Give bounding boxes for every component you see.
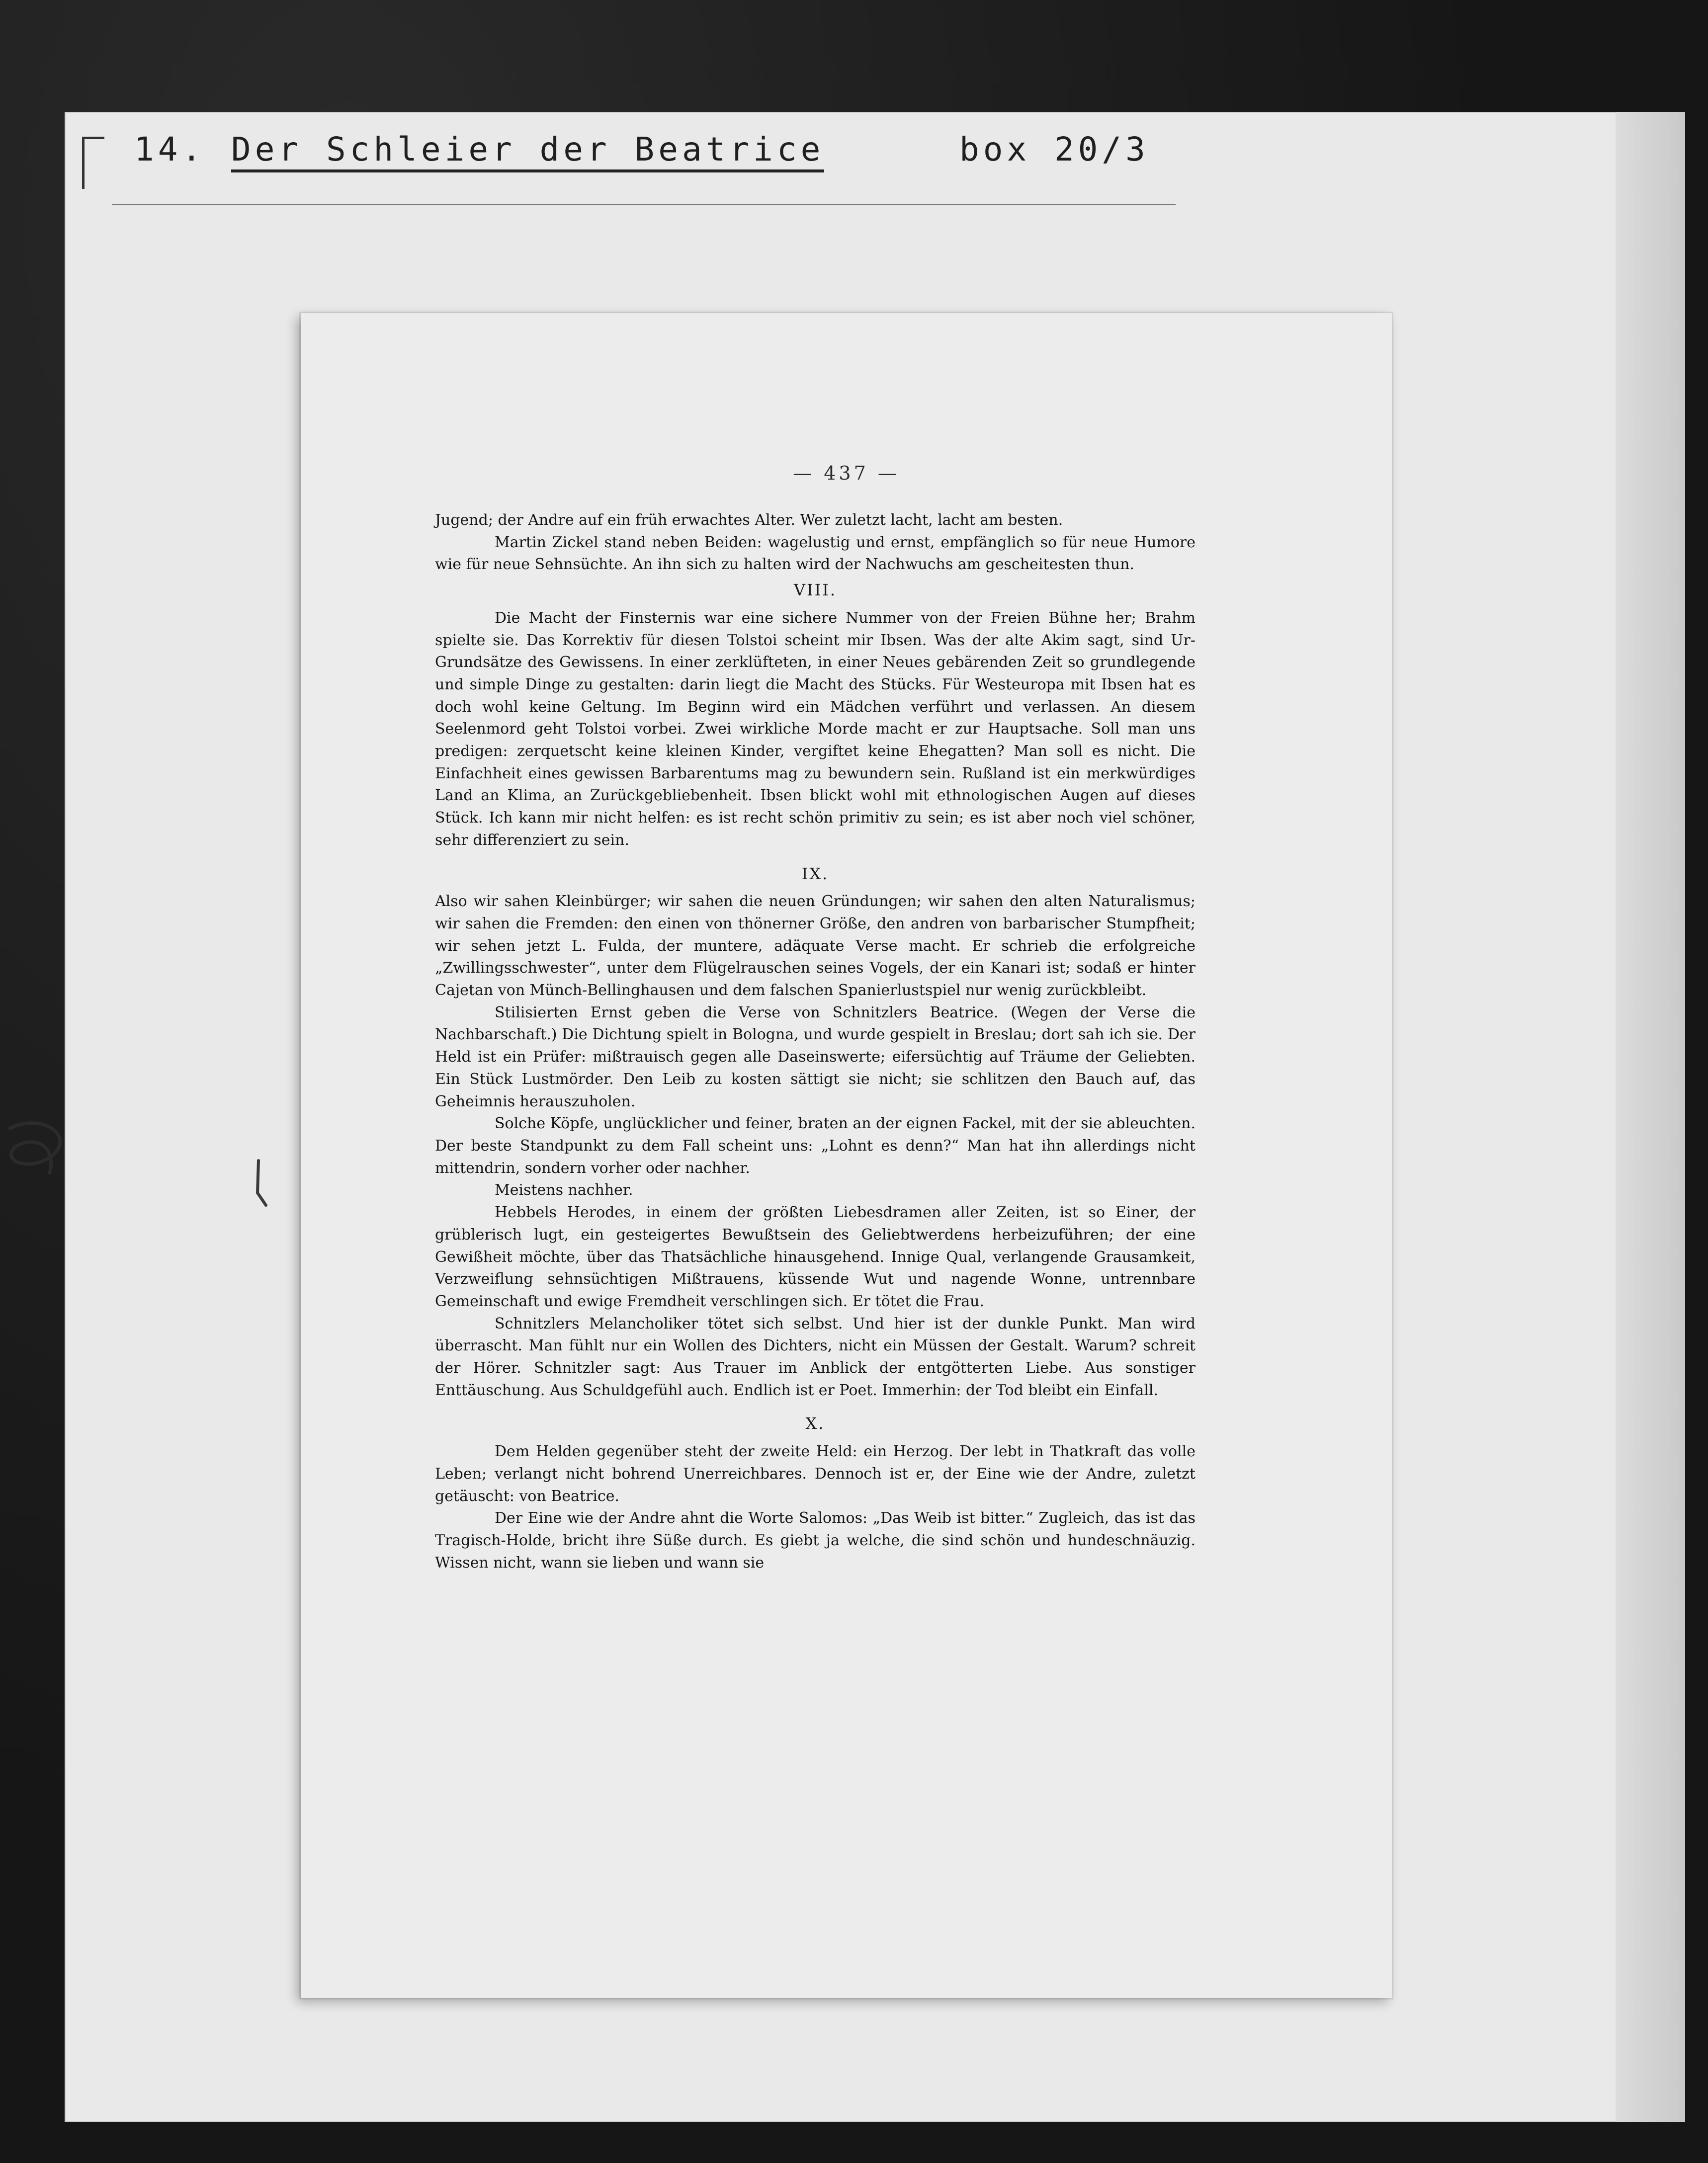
card-number: 14. <box>134 130 206 168</box>
margin-pencil-mark <box>0 1113 80 1183</box>
card-title: Der Schleier der Beatrice <box>231 130 824 172</box>
section-heading: X. <box>805 1414 825 1433</box>
article-body <box>435 509 1196 1574</box>
article-paragraph: Stilisierten Ernst geben die Verse von Schnitzlers Beatrice. (Wegen der Verse die Nachbarschaft.) Die Dichtung spielt in Bologna, und wurde gespielt in Breslau; dort sah ich sie. Der Held ist ein Prüfer: mißtrauisch gegen alle Daseinswerte; eifersüchtig auf Träume der Geliebten. Ein Stück Lustmörder. Den Leib zu kosten sättigt sie nicht; sie schlitzen den Bauch auf, das Geheimnis herauszuholen. <box>435 1003 1196 1110</box>
article-paragraph: Die Macht der Finsternis war eine sichere Nummer von der Freien Bühne her; Brahm spielte sie. Das Korrektiv für diesen Tolstoi scheint mir Ibsen. Was der alte Akim sagt, sind Ur-Grundsätze des Gewissens. In einer zerklüfteten, in einer Neues gebärenden Zeit so grundlegende und simple Dinge zu gestalten: darin liegt die Macht des Stücks. Für Westeuropa mit Ibsen hat es doch wohl keine Geltung. Im Beginn wird ein Mädchen verführt und verlassen. An diesem Seelenmord geht Tolstoi vorbei. Zwei wirkliche Morde macht er zur Hauptsache. Soll man uns predigen: zerquetscht keine kleinen Kinder, vergiftet keine Ehegatten? Man soll es nicht. Die Einfachheit eines gewissen Barbarentums mag zu bewundern sein. Rußland ist ein merkwürdiges Land an Klima, an Zurückgebliebenheit. Ibsen blickt wohl mit ethnologischen Augen auf dieses Stück. Ich kann mir nicht helfen: es ist recht schön primitiv zu sein; es ist aber noch viel schöner, sehr differenziert zu sein. <box>435 609 1196 849</box>
article-paragraph: Meistens nachher. <box>495 1181 633 1199</box>
box-label: box 20/3 <box>959 130 1149 168</box>
article-paragraph: Jugend; der Andre auf ein früh erwachtes Alter. Wer zuletzt lacht, lacht am besten. <box>435 511 1063 529</box>
article-paragraph: Dem Helden gegenüber steht der zweite Held: ein Herzog. Der lebt in Thatkraft das volle Leben; verlangt nicht bohrend Unerreichbares. Dennoch ist er, der Eine wie der Andre, zuletzt getäuscht: von Beatrice. <box>435 1443 1196 1505</box>
card-header <box>134 130 1178 185</box>
margin-tick-mark <box>244 1158 273 1213</box>
article-paragraph: Martin Zickel stand neben Beiden: wagelustig und ernst, empfänglich so für neue Humore wie für neue Sehnsüchte. An ihn sich zu halten wird der Nachwuchs am gescheitesten thun. <box>435 533 1196 574</box>
article-paragraph: Hebbels Herodes, in einem der größten Liebesdramen aller Zeiten, ist so Einer, der grüblerisch lugt, ein gesteigertes Bewußtsein des Geliebtwerdens herbeizuführen; der eine Gewißheit möchte, über das Thatsächliche hinausgehend. Innige Qual, verlangende Grausamkeit, Verzweiflung sehnsüchtigen Mißtrauens, küssende Wut und nagende Wonne, untrennbare Gemeinschaft und ewige Fremdheit verschlingen sich. Er tötet die Frau. <box>435 1204 1196 1310</box>
article-paragraph: Der Eine wie der Andre ahnt die Worte Salomos: „Das Weib ist bitter.“ Zugleich, das ist das Tragisch-Holde, bricht ihre Süße durch. Es giebt ja welche, die sind schön und hundeschnäuzig. Wissen nicht, wann sie lieben und wann sie <box>435 1509 1196 1572</box>
corner-bracket-mark <box>82 137 104 189</box>
page-number: — 437 — <box>793 462 900 484</box>
article-paragraph: Schnitzlers Melancholiker tötet sich selbst. Und hier ist der dunkle Punkt. Man wird überrascht. Man fühlt nur ein Wollen des Dichters, nicht ein Müssen der Gestalt. Warum? schreit der Hörer. Schnitzler sagt: Aus Trauer im Anblick der entgötterten Liebe. Aus sonstiger Enttäuschung. Aus Schuldgefühl auch. Endlich ist er Poet. Immerhin: der Tod bleibt ein Einfall. <box>435 1315 1196 1399</box>
newspaper-clipping <box>301 313 1392 1998</box>
article-paragraph: Solche Köpfe, unglücklicher und feiner, braten an der eignen Fackel, mit der sie ableuchten. Der beste Standpunkt zu dem Fall scheint uns: „Lohnt es denn?“ Man hat ihn allerdings nicht mittendrin, sondern vorher oder nachher. <box>435 1115 1196 1177</box>
header-rule <box>112 204 1176 205</box>
card-edge-shade <box>1616 112 1685 2122</box>
section-heading: IX. <box>801 864 829 883</box>
article-paragraph: Also wir sahen Kleinbürger; wir sahen die neuen Gründungen; wir sahen den alten Naturalismus; wir sahen die Fremden: den einen von thönerner Größe, den andren von barbarischer Stumpfheit; wir sehen jetzt L. Fulda, der muntere, adäquate Verse macht. Er schrieb die erfolgreiche „Zwillingsschwester“, unter dem Flügelrauschen seines Vogels, der ein Kanari ist; sodaß er hinter Cajetan von Münch-Bellinghausen und dem falschen Spanierlustspiel nur wenig zurückbleibt. <box>435 893 1196 999</box>
section-heading: VIII. <box>793 581 837 600</box>
